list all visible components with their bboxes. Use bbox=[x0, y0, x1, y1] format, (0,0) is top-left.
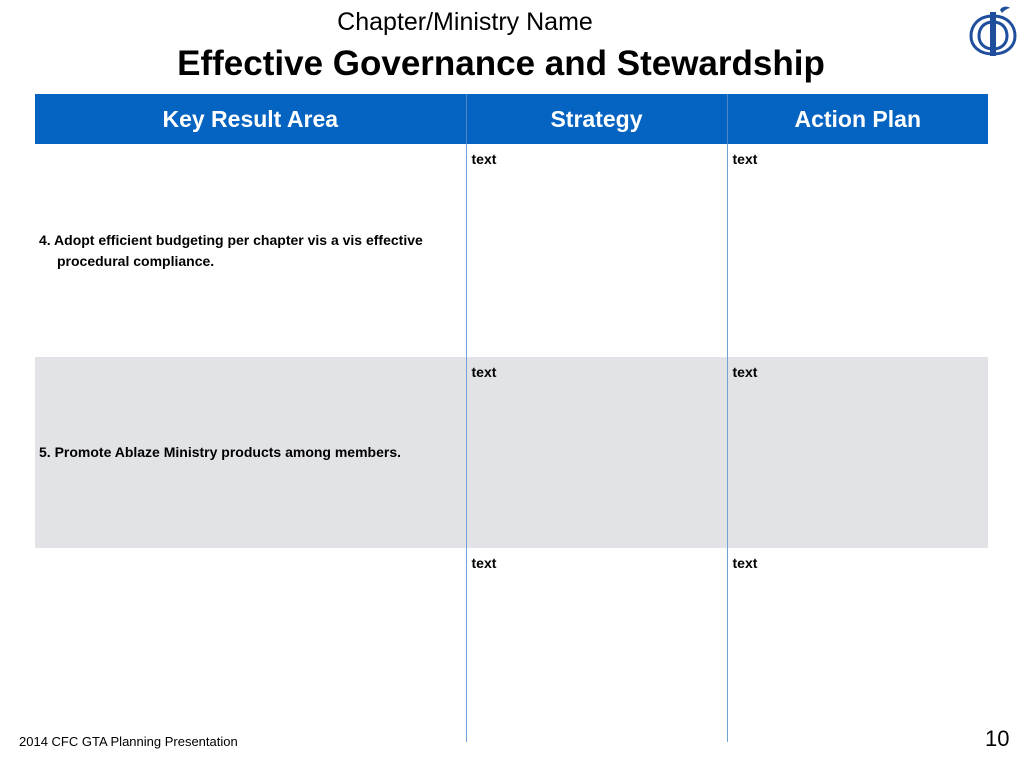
action-plan-cell: text bbox=[727, 548, 988, 742]
cfc-logo-icon bbox=[966, 4, 1020, 58]
action-plan-cell: text bbox=[727, 357, 988, 548]
kra-text: 5. Promote Ablaze Ministry products among members. bbox=[39, 444, 402, 460]
footer-text: 2014 CFC GTA Planning Presentation bbox=[19, 734, 238, 749]
action-plan-cell: text bbox=[727, 144, 988, 357]
kra-text: 4. Adopt efficient budgeting per chapter vis a vis effective procedural compliance. bbox=[39, 231, 423, 269]
strategy-cell: text bbox=[466, 357, 727, 548]
column-header-action-plan: Action Plan bbox=[727, 94, 988, 144]
table-row bbox=[35, 357, 988, 548]
planning-table bbox=[35, 94, 988, 742]
column-header-strategy: Strategy bbox=[466, 94, 727, 144]
kra-cell bbox=[35, 144, 466, 357]
slide-subtitle: Chapter/Ministry Name bbox=[337, 8, 593, 36]
table-row bbox=[35, 548, 988, 742]
table-row bbox=[35, 144, 988, 357]
column-header-key-result-area: Key Result Area bbox=[35, 94, 466, 144]
table-header-row bbox=[35, 94, 988, 144]
slide-title: Effective Governance and Stewardship bbox=[177, 44, 825, 83]
strategy-cell: text bbox=[466, 144, 727, 357]
kra-cell bbox=[35, 357, 466, 548]
kra-cell bbox=[35, 548, 466, 742]
strategy-cell: text bbox=[466, 548, 727, 742]
page-number: 10 bbox=[985, 726, 1010, 751]
